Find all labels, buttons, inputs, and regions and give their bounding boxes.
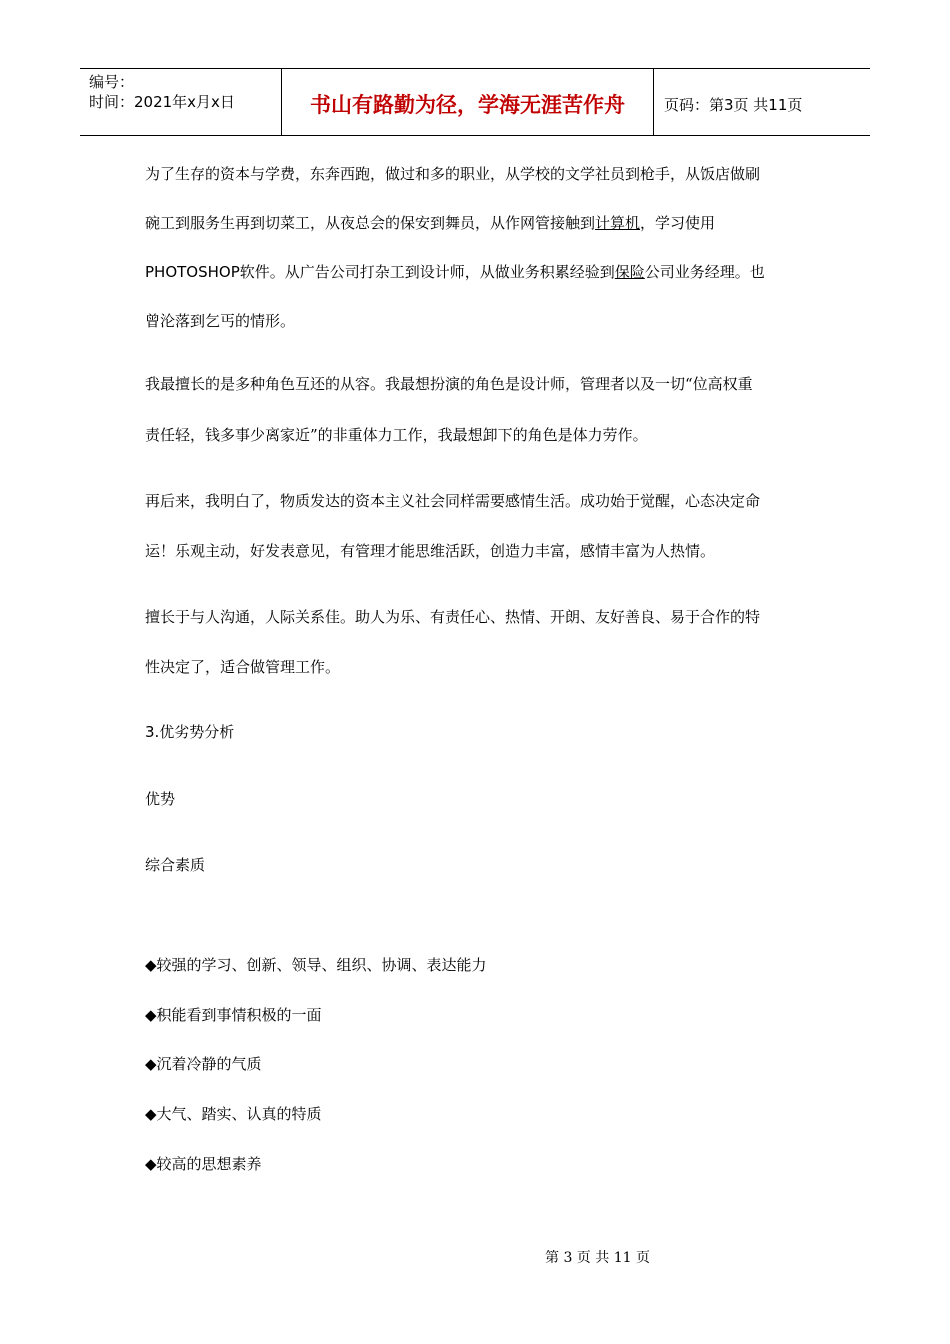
page-footer: 第 3 页 共 11 页 xyxy=(545,1250,650,1266)
header-page-info: 页码：第3页 共11页 xyxy=(664,95,803,114)
computer-link[interactable]: 计算机 xyxy=(595,214,641,232)
header-meta xyxy=(80,69,282,135)
paragraph-2-line-1: 我最擅长的是多种角色互还的从容。我最想扮演的角色是设计师，管理者以及一切“位高权重 xyxy=(145,375,753,393)
section-title: 3.优劣势分析 xyxy=(145,723,235,741)
time-label: 时间：2021年x月x日 xyxy=(89,93,235,111)
bullet-item: ◆较高的思想素养 xyxy=(145,1155,262,1173)
paragraph-line xyxy=(145,199,815,248)
photoshop-text: PHOTOSHOP xyxy=(145,263,240,281)
paragraph-4-line-1: 擅长于与人沟通，人际关系佳。助人为乐、有责任心、热情、开朗、友好善良、易于合作的特 xyxy=(145,608,761,626)
bullet-item: ◆大气、踏实、认真的特质 xyxy=(145,1105,322,1123)
subheading-overall-quality: 综合素质 xyxy=(145,856,206,874)
text-run: 公司业务经理。也 xyxy=(644,263,765,281)
paragraph-3-line-2: 运！乐观主动，好发表意见，有管理才能思维活跃，创造力丰富，感情丰富为人热情。 xyxy=(145,542,716,560)
paragraph-4-line-2: 性决定了，适合做管理工作。 xyxy=(145,658,341,676)
serial-number-label: 编号： xyxy=(89,73,135,91)
paragraph-line: 为了生存的资本与学费，东奔西跑，做过和多的职业，从学校的文学社员到枪手，从饭店做刷 xyxy=(145,165,761,183)
header-motto: 书山有路勤为径，学海无涯苦作舟 xyxy=(282,69,654,135)
paragraph-2-line-2: 责任轻，钱多事少离家近”的非重体力工作，我最想卸下的角色是体力劳作。 xyxy=(145,426,648,444)
bullet-item: ◆沉着冷静的气质 xyxy=(145,1055,262,1073)
insurance-link[interactable]: 保险 xyxy=(614,263,645,281)
text-run: ，学习使用 xyxy=(640,214,716,232)
bullet-item: ◆较强的学习、创新、领导、组织、协调、表达能力 xyxy=(145,956,487,974)
paragraph-1 xyxy=(145,150,815,297)
subheading-advantages: 优势 xyxy=(145,790,176,808)
text-run: 碗工到服务生再到切菜工，从夜总会的保安到舞员，从作网管接触到 xyxy=(145,214,596,232)
page-header xyxy=(80,68,870,136)
paragraph-1-tail: 曾沦落到乞丐的情形。 xyxy=(145,312,296,330)
paragraph-3-line-1: 再后来，我明白了，物质发达的资本主义社会同样需要感情生活。成功始于觉醒，心态决定命 xyxy=(145,492,761,510)
document-body xyxy=(145,150,815,303)
text-run: 软件。从广告公司打杂工到设计师，从做业务积累经验到 xyxy=(239,263,615,281)
bullet-item: ◆积能看到事情积极的一面 xyxy=(145,1006,322,1024)
paragraph-line xyxy=(145,248,815,297)
